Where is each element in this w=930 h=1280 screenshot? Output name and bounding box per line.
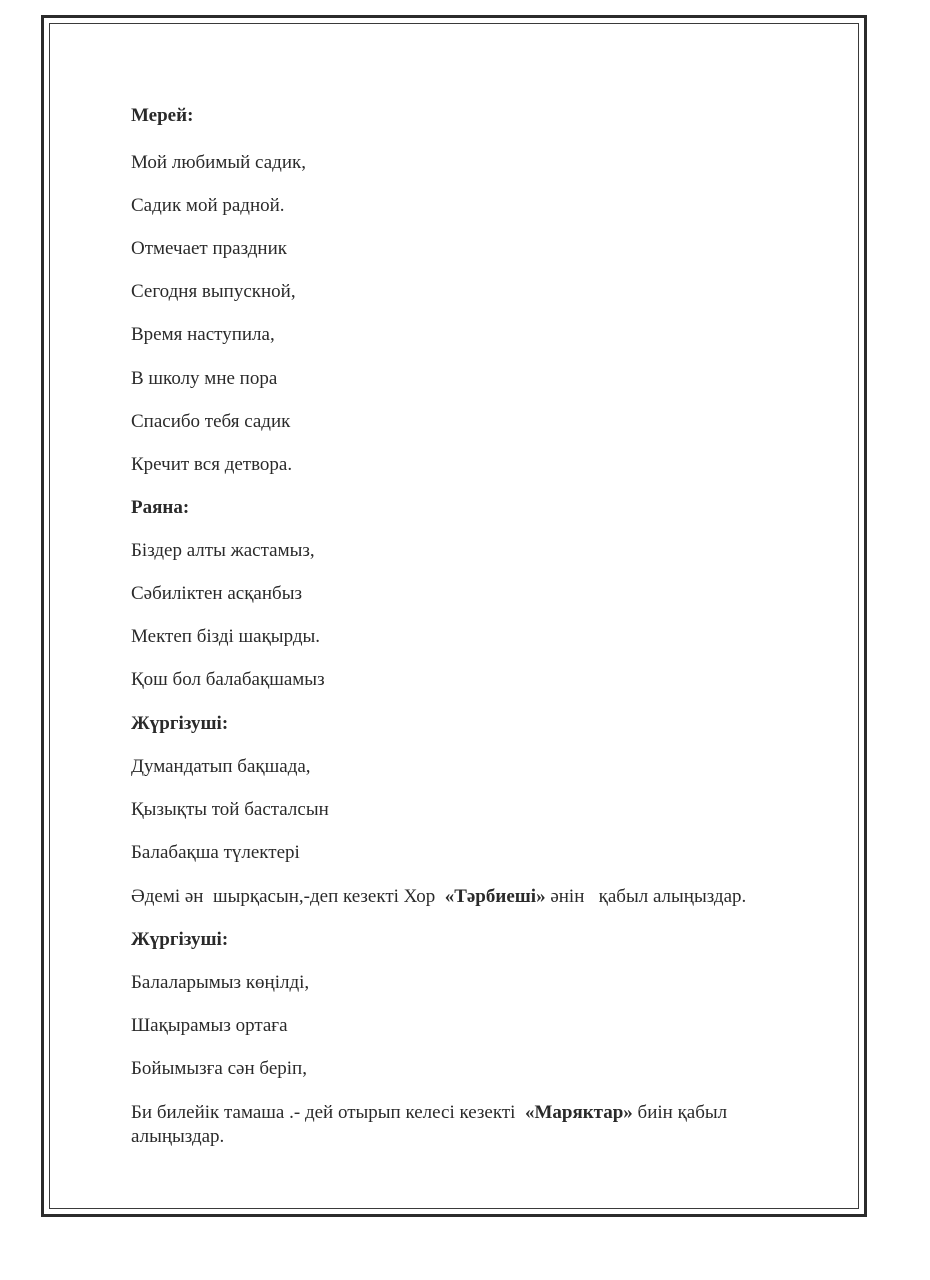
dance-announcement [131, 1101, 821, 1149]
verse-line: Думандатып бақшада, [131, 756, 311, 777]
verse-line: Сәбиліктен асқанбыз [131, 583, 302, 604]
dance-line-before: Би билейік тамаша .- дей отырып келесі кезекті [131, 1102, 525, 1123]
verse-line: Балабақша түлектері [131, 842, 300, 863]
dance-line-after: биін қабыл алыңыздар. [131, 1102, 728, 1147]
verse-line: Қош бол балабақшамыз [131, 669, 325, 690]
verse-line: Кречит вся детвора. [131, 454, 293, 475]
verse-line: Мой любимый садик, [131, 152, 306, 173]
speaker-host: Жүргізуші: [131, 713, 229, 734]
dance-title: «Маряктар» [524, 1102, 633, 1123]
song-line-before: Әдемі ән шырқасын,-деп кезекті Хор [131, 886, 445, 907]
verse-line: Мектеп бізді шақырды. [131, 626, 321, 647]
speaker-rayana: Раяна: [131, 497, 190, 518]
verse-line: Балаларымыз көңілді, [131, 972, 310, 993]
speaker-host: Жүргізуші: [131, 929, 229, 950]
verse-line: Спасибо тебя садик [131, 411, 291, 432]
verse-line: Қызықты той басталсын [131, 799, 329, 820]
verse-line: Шақырамыз ортаға [131, 1015, 288, 1036]
verse-line: Отмечает праздник [131, 238, 287, 259]
song-title: «Тәрбиеші» [444, 886, 546, 907]
verse-line: Садик мой радной. [131, 195, 285, 216]
verse-line: Біздер алты жастамыз, [131, 540, 315, 561]
verse-line: Сегодня выпускной, [131, 281, 296, 302]
speaker-merey: Мерей: [131, 105, 194, 126]
verse-line: Бойымызға сән беріп, [131, 1058, 307, 1079]
verse-line: В школу мне пора [131, 368, 278, 389]
verse-line: Время наступила, [131, 324, 275, 345]
song-line-after: әнін қабыл алыңыздар. [545, 886, 747, 907]
song-announcement [131, 885, 746, 909]
